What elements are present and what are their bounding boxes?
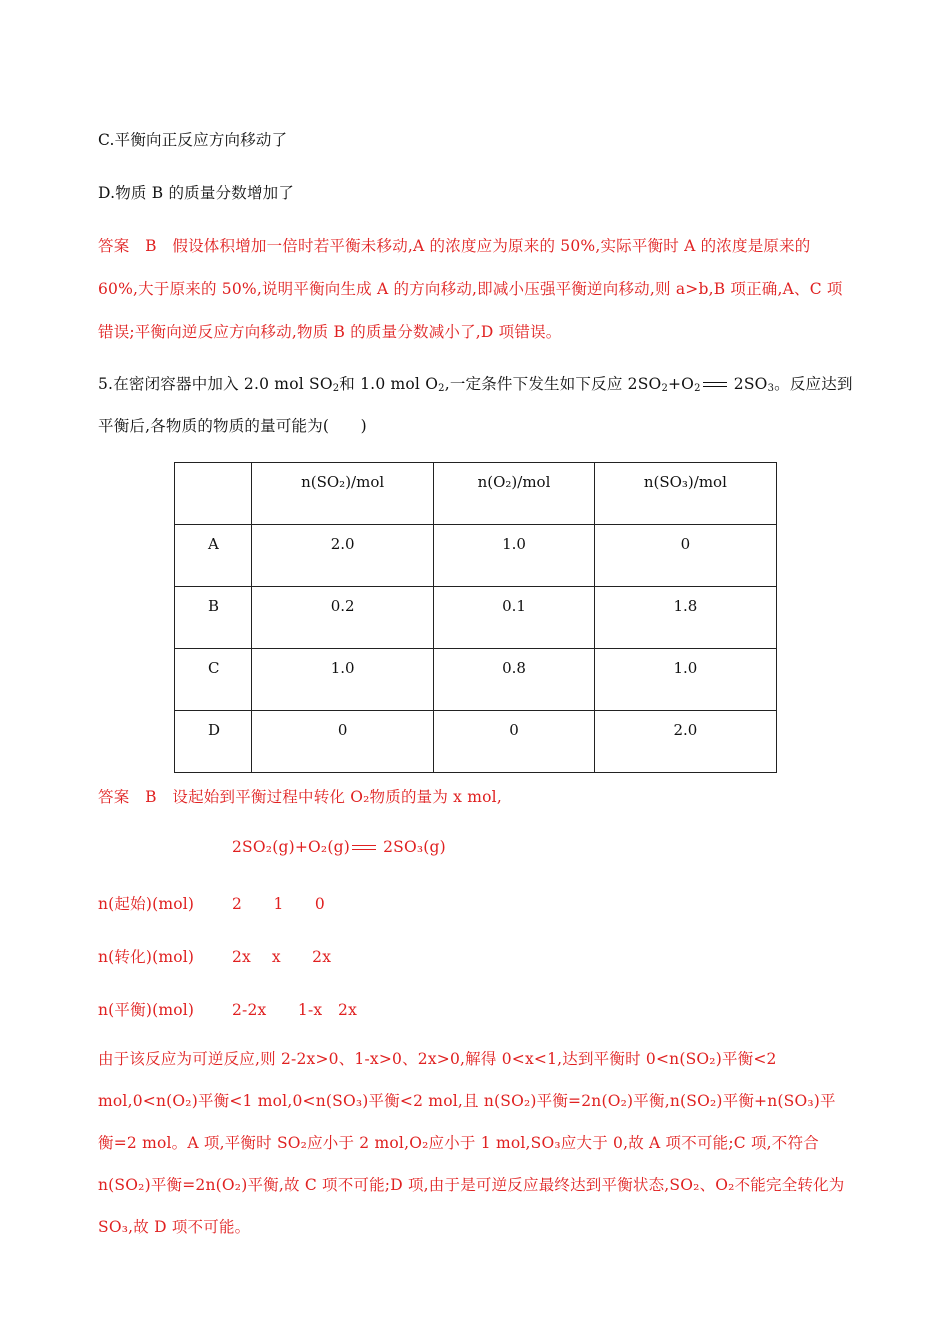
equation-right: 2SO₃(g) bbox=[383, 838, 446, 856]
table-cell: 0 bbox=[434, 711, 594, 773]
table-cell: 1.0 bbox=[252, 649, 434, 711]
change-row-label: n(转化)(mol) bbox=[98, 948, 195, 966]
equilibrium-row-values: 2-2x 1-x 2x bbox=[232, 1001, 358, 1019]
equilibrium-row-label: n(平衡)(mol) bbox=[98, 1001, 195, 1019]
answer4-line2: 60%,大于原来的 50%,说明平衡向生成 A 的方向移动,即减小压强平衡逆向移动,则 a>b,B 项正确,A、C 项 bbox=[98, 280, 843, 298]
table-cell: 0.1 bbox=[434, 587, 594, 649]
question5-cond: ,一定条件下发生如下反应 2SO bbox=[444, 375, 662, 393]
table-header-row bbox=[175, 463, 777, 525]
table-row bbox=[175, 649, 777, 711]
table-cell: 0.8 bbox=[434, 649, 594, 711]
start-row-label: n(起始)(mol) bbox=[98, 895, 195, 913]
answer4-line3: 错误;平衡向逆反应方向移动,物质 B 的质量分数减小了,D 项错误。 bbox=[98, 323, 562, 341]
table-row bbox=[175, 525, 777, 587]
table-cell: 0.2 bbox=[252, 587, 434, 649]
answer4-line1: 答案 B 假设体积增加一倍时若平衡未移动,A 的浓度应为原来的 50%,实际平衡时 A 的浓度是原来的 bbox=[98, 237, 811, 255]
start-row-values: 2 1 0 bbox=[232, 895, 325, 913]
answer5-equation bbox=[232, 838, 446, 856]
table-header-cell: n(O₂)/mol bbox=[434, 463, 594, 525]
answer5-conclusion: 由于该反应为可逆反应,则 2-2x>0、1-x>0、2x>0,解得 0<x<1,达到平衡时 0<n(SO₂)平衡<2 mol,0<n(O₂)平衡<1 mol,0<n(SO₃)平衡<2 mol,且 n(SO₂)平衡=2n(O₂)平衡,n(SO₂)平衡+n(SO₃)平衡=2 mol。A 项,平衡时 SO₂应小于 2 mol,O₂应小于 1 mol,SO₃应大于 0,故 A 项不可能;C 项,不符合 n(SO₂)平衡=2n(O₂)平衡,故 C 项不可能;D 项,由于是可逆反应最终达到平衡状态,SO₂、O₂不能完全转化为 SO₃,故 D 项不可能。 bbox=[98, 1050, 845, 1236]
option-d: D.物质 B 的质量分数增加了 bbox=[98, 184, 295, 202]
table-header-cell bbox=[175, 463, 252, 525]
question5-line2: 平衡后,各物质的物质的量可能为( ) bbox=[98, 417, 367, 435]
change-row-values: 2x x 2x bbox=[232, 948, 332, 966]
table-cell: 1.0 bbox=[434, 525, 594, 587]
table-cell: 2.0 bbox=[252, 525, 434, 587]
equilibrium-arrow-icon bbox=[352, 844, 376, 852]
table-cell: 1.0 bbox=[594, 649, 776, 711]
option-c: C.平衡向正反应方向移动了 bbox=[98, 131, 288, 149]
equilibrium-arrow-icon bbox=[703, 381, 727, 389]
equation-left: 2SO₂(g)+O₂(g) bbox=[232, 838, 350, 856]
row-label: B bbox=[175, 587, 252, 649]
table-header-cell: n(SO₂)/mol bbox=[252, 463, 434, 525]
question5-intro: 5.在密闭容器中加入 2.0 mol SO bbox=[98, 375, 333, 393]
table-cell: 0 bbox=[252, 711, 434, 773]
question5-mid: 和 1.0 mol O bbox=[339, 375, 439, 393]
question5-tail: 。反应达到 bbox=[774, 375, 853, 393]
table-cell: 2.0 bbox=[594, 711, 776, 773]
table-header-cell: n(SO₃)/mol bbox=[594, 463, 776, 525]
row-label: A bbox=[175, 525, 252, 587]
table-row bbox=[175, 711, 777, 773]
row-label: D bbox=[175, 711, 252, 773]
question5-line1: 5.在密闭容器中加入 2.0 mol $SO_2$和 1.0 mol $O_2$,一定条件下发生如下反应 $2SO_2+O_2$ $2SO_3$。反应达到 bbox=[98, 375, 853, 394]
options-table bbox=[174, 462, 777, 773]
table-cell: 0 bbox=[594, 525, 776, 587]
answer5-intro: 答案 B 设起始到平衡过程中转化 O₂物质的量为 x mol, bbox=[98, 788, 502, 806]
table-row bbox=[175, 587, 777, 649]
row-label: C bbox=[175, 649, 252, 711]
table-cell: 1.8 bbox=[594, 587, 776, 649]
